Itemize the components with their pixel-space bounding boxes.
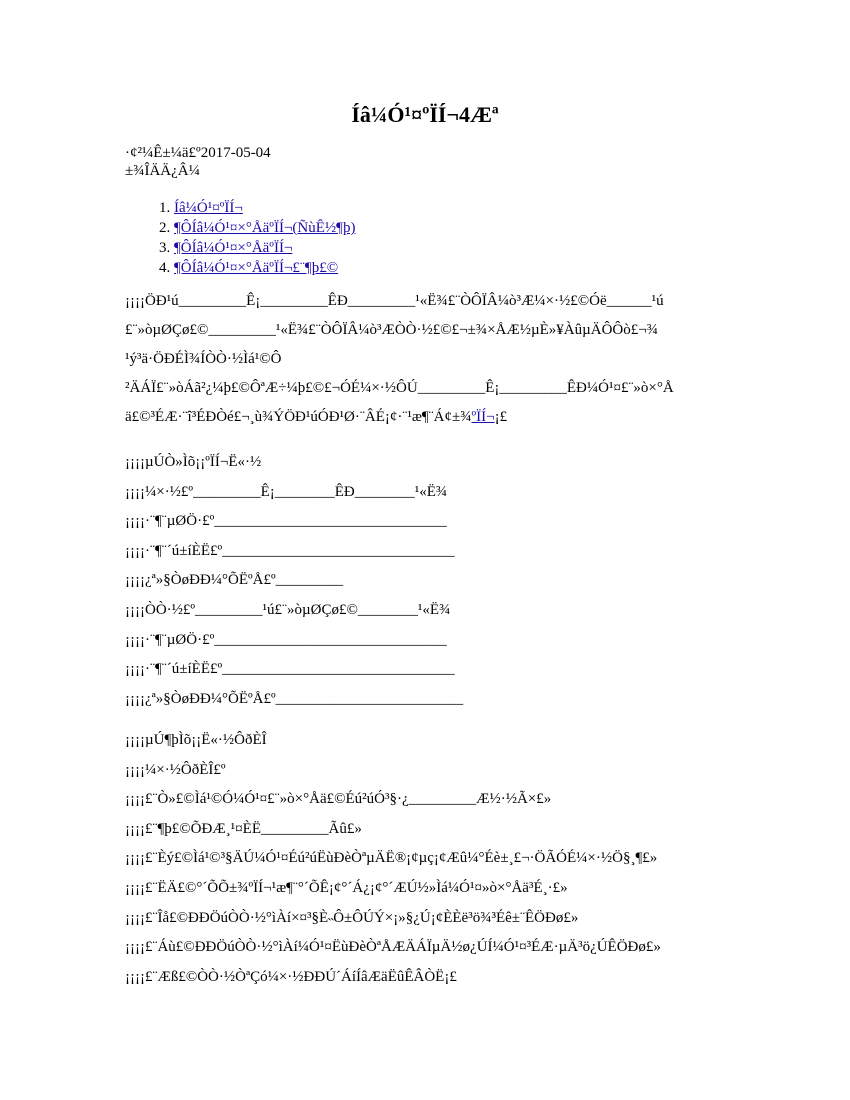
text-span: ä£©³ÉÆ·¨î³ÉÐÒé£¬¸ù¾ÝÖÐ¹úÓÐ¹Ø·¨ÂÉ¡¢·¨¹æ¶¨Á¢±¾	[125, 409, 472, 425]
clause-line: ¡¡¡¡£¨Èý£©Ìá¹©³§ÄÚ¼Ó¹¤Éú²úËùÐèÒªµÄË®¡¢µç¡¢Æû¼°Éè±¸£¬·ÖÃÓÉ¼×·½Ö§¸¶£»	[125, 850, 658, 867]
clause-line: ¡¡¡¡£¨Ò»£©Ìá¹©Ó¼Ó¹¤£¨»ò×°Åä£©Éú²úÓ³§·¿_________Æ½·½Ã×£»	[125, 791, 552, 808]
document-meta	[125, 144, 271, 180]
form-line: ¡¡¡¡¿ª»§ÒøÐÐ¼°ÕËºÅ£º_________	[125, 572, 344, 589]
table-of-contents	[125, 198, 355, 278]
responsibilities-section	[125, 726, 661, 992]
toc-item	[174, 258, 355, 278]
text-line	[125, 403, 725, 432]
section-heading: ¡¡¡¡µÚÒ»Ìõ¡¡ºÏÍ¬Ë«·½	[125, 454, 262, 470]
intro-paragraph	[125, 287, 725, 432]
toc-link[interactable]: ¶ÔÍâ¼Ó¹¤×°ÅäºÏÍ¬(ÑùÊ½¶þ)	[174, 220, 356, 236]
table-of-contents-heading: ±¾ÎÄÄ¿Â¼	[125, 163, 200, 179]
document-title: Íâ¼Ó¹¤ºÏÍ¬4Æª	[351, 102, 499, 127]
parties-section	[125, 448, 463, 714]
section-heading: ¡¡¡¡µÚ¶þÌõ¡¡Ë«·½ÔðÈÎ	[125, 732, 267, 748]
toc-item	[174, 218, 355, 238]
text-line: £¨»òµØÇø£©_________¹«Ë¾£¨ÒÔÏÂ¼ò³ÆÒÒ·½£©£¬±¾×ÅÆ½µÈ»¥ÀûµÄÔÔò£¬¾	[125, 322, 658, 338]
form-line: ¡¡¡¡¿ª»§ÒøÐÐ¼°ÕËºÅ£º_________________________	[125, 690, 464, 707]
form-line: ¡¡¡¡¼×·½£º_________Ê¡________ÊÐ________¹«Ë¾	[125, 483, 448, 500]
form-line: ¡¡¡¡·¨¶¨´ú±íÈË£º_______________________________	[125, 542, 455, 559]
clause-line: ¡¡¡¡£¨ËÄ£©°´ÕÕ±¾ºÏÍ¬¹æ¶¨°´ÕÊ¡¢°´Á¿¡¢°´ÆÚ½»Ìá¼Ó¹¤»ò×°Åä³É¸·£»	[125, 879, 568, 896]
toc-item	[174, 198, 355, 218]
publish-date: ·¢²¼Ê±¼ä£º2017-05-04	[125, 145, 271, 161]
form-line: ¡¡¡¡·¨¶¨´ú±íÈË£º_______________________________	[125, 661, 455, 678]
clause-line: ¡¡¡¡£¨Áù£©ÐÐÖúÒÒ·½°ìÀí¼Ó¹¤ËùÐèÒªÅÆÄÁÏµÄ½ø¿ÚÍ¼Ó¹¤³ÉÆ·µÄ³ö¿ÚÊÖÐø£»	[125, 939, 661, 956]
contract-link[interactable]: ºÏÍ¬	[471, 409, 495, 425]
toc-link[interactable]: ¶ÔÍâ¼Ó¹¤×°ÅäºÏÍ¬£¨¶þ£©	[174, 260, 339, 276]
text-span: ¡£	[494, 409, 508, 425]
form-line: ¡¡¡¡ÒÒ·½£º_________¹ú£¨»òµØÇø£©________¹«Ë¾	[125, 601, 451, 618]
form-line: ¡¡¡¡·¨¶¨µØÖ·£º_______________________________	[125, 513, 447, 530]
clause-line: ¡¡¡¡£¨¶þ£©ÕÐÆ¸¹¤ÈË_________Ãû£»	[125, 820, 362, 837]
toc-link[interactable]: ¶ÔÍâ¼Ó¹¤×°ÅäºÏÍ¬	[174, 240, 293, 256]
form-line: ¡¡¡¡·¨¶¨µØÖ·£º_______________________________	[125, 631, 447, 648]
text-line: ¡¡¡¡ÖÐ¹ú_________Ê¡_________ÊÐ_________¹«Ë¾£¨ÒÔÏÂ¼ò³Æ¼×·½£©Óë______¹ú	[125, 293, 664, 309]
clause-line: ¡¡¡¡£¨Æß£©ÒÒ·½ÒªÇó¼×·½ÐÐÚ´ÁíÍâÆäËûÊÂÒË¡£	[125, 968, 457, 985]
clause-line: ¡¡¡¡£¨Îå£©ÐÐÖúÒÒ·½°ìÀí×¤³§È˵Ô±ÔÚÝ×¡»§¿Ú¡¢ÈÈë³ö¾³Éê±¨ÊÖÐø£»	[125, 909, 579, 926]
toc-item	[174, 238, 355, 258]
toc-link[interactable]: Íâ¼Ó¹¤ºÏÍ¬	[174, 200, 243, 216]
subsection-heading: ¡¡¡¡¼×·½ÔðÈÎ£º	[125, 761, 226, 778]
text-line: ¹ý³ä·ÖÐÉÌ¾ÍÒÒ·½Ìá¹©Ô	[125, 351, 282, 367]
text-line: ²ÄÁÏ£¨»òÁã²¿¼þ£©ÔªÆ÷¼þ£©£¬ÓÉ¼×·½ÔÚ_________Ê¡_________ÊÐ¼Ó¹¤£¨»ò×°Å	[125, 380, 674, 396]
